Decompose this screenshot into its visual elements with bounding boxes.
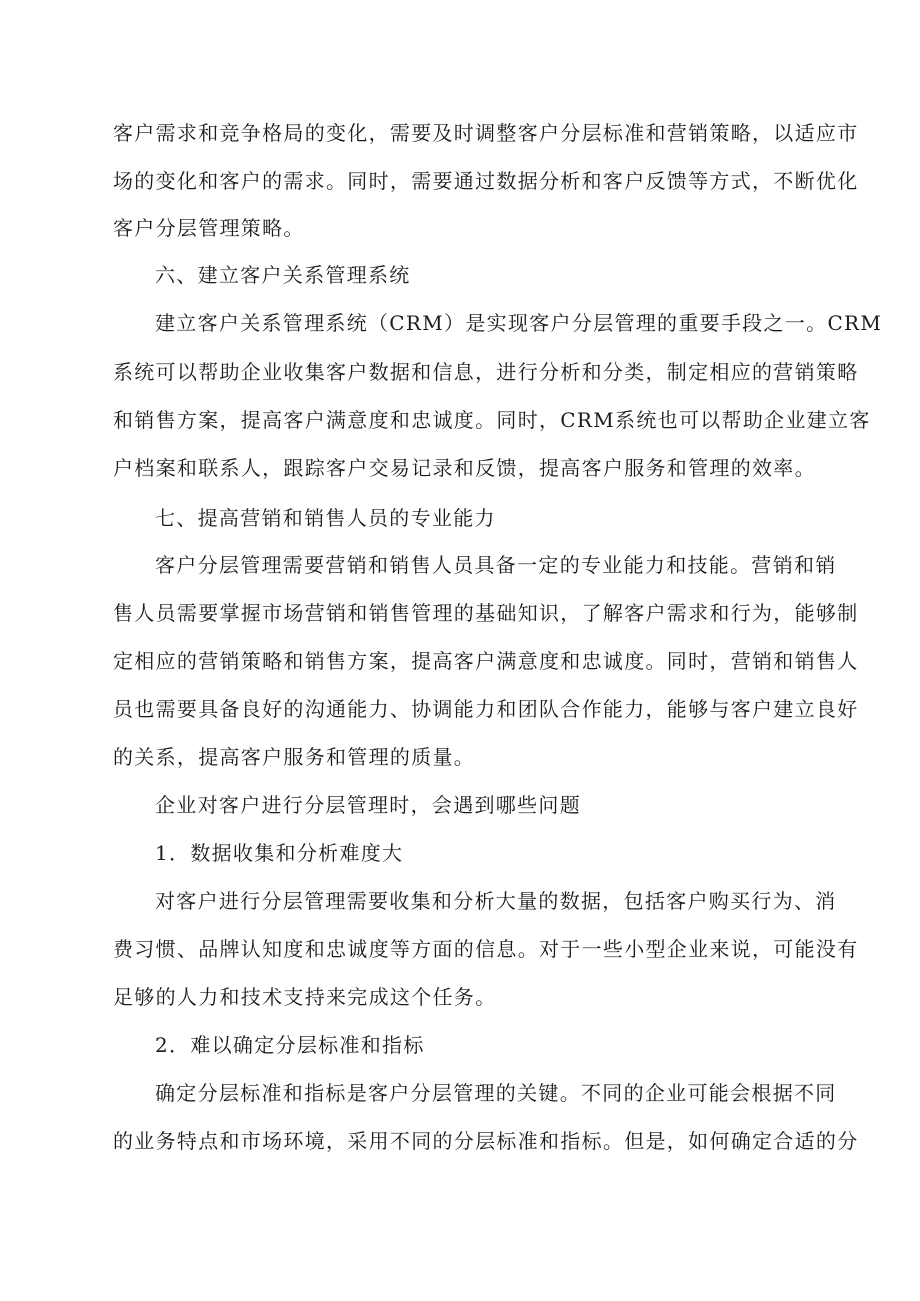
body-text-line: 确定分层标准和指标是客户分层管理的关键。不同的企业可能会根据不同	[155, 1081, 837, 1105]
body-text-line: 客户分层管理需要营销和销售人员具备一定的专业能力和技能。营销和销	[155, 553, 837, 577]
body-text-line: 的关系，提高客户服务和管理的质量。	[113, 745, 476, 769]
body-text-line: 足够的人力和技术支持来完成这个任务。	[113, 985, 497, 1009]
body-text-line: 建立客户关系管理系统（CRM）是实现客户分层管理的重要手段之一。CRM	[155, 311, 883, 335]
body-text-line: 费习惯、品牌认知度和忠诚度等方面的信息。对于一些小型企业来说，可能没有	[113, 937, 859, 961]
body-text-line: 系统可以帮助企业收集客户数据和信息，进行分析和分类，制定相应的营销策略	[113, 360, 859, 384]
body-text-line: 员也需要具备良好的沟通能力、协调能力和团队合作能力，能够与客户建立良好	[113, 697, 859, 721]
body-text-line: 客户分层管理策略。	[113, 216, 305, 240]
section-heading: 六、建立客户关系管理系统	[155, 263, 411, 287]
body-text-line: 对客户进行分层管理需要收集和分析大量的数据，包括客户购买行为、消	[155, 889, 837, 913]
body-text-line: 场的变化和客户的需求。同时，需要通过数据分析和客户反馈等方式，不断优化	[113, 169, 859, 193]
body-text-line: 售人员需要掌握市场营销和销售管理的基础知识，了解客户需求和行为，能够制	[113, 601, 859, 625]
numbered-heading: 1．数据收集和分析难度大	[155, 841, 404, 865]
body-text-line: 户档案和联系人，跟踪客户交易记录和反馈，提高客户服务和管理的效率。	[113, 456, 816, 480]
body-text-line: 和销售方案，提高客户满意度和忠诚度。同时，CRM系统也可以帮助企业建立客	[113, 408, 871, 432]
body-text-line: 定相应的营销策略和销售方案，提高客户满意度和忠诚度。同时，营销和销售人	[113, 649, 859, 673]
body-text-line: 客户需求和竞争格局的变化，需要及时调整客户分层标准和营销策略，以适应市	[113, 121, 859, 145]
body-text-line: 的业务特点和市场环境，采用不同的分层标准和指标。但是，如何确定合适的分	[113, 1129, 859, 1153]
numbered-heading: 2．难以确定分层标准和指标	[155, 1033, 425, 1057]
section-heading: 七、提高营销和销售人员的专业能力	[155, 506, 496, 530]
section-heading: 企业对客户进行分层管理时，会遇到哪些问题	[155, 793, 581, 817]
